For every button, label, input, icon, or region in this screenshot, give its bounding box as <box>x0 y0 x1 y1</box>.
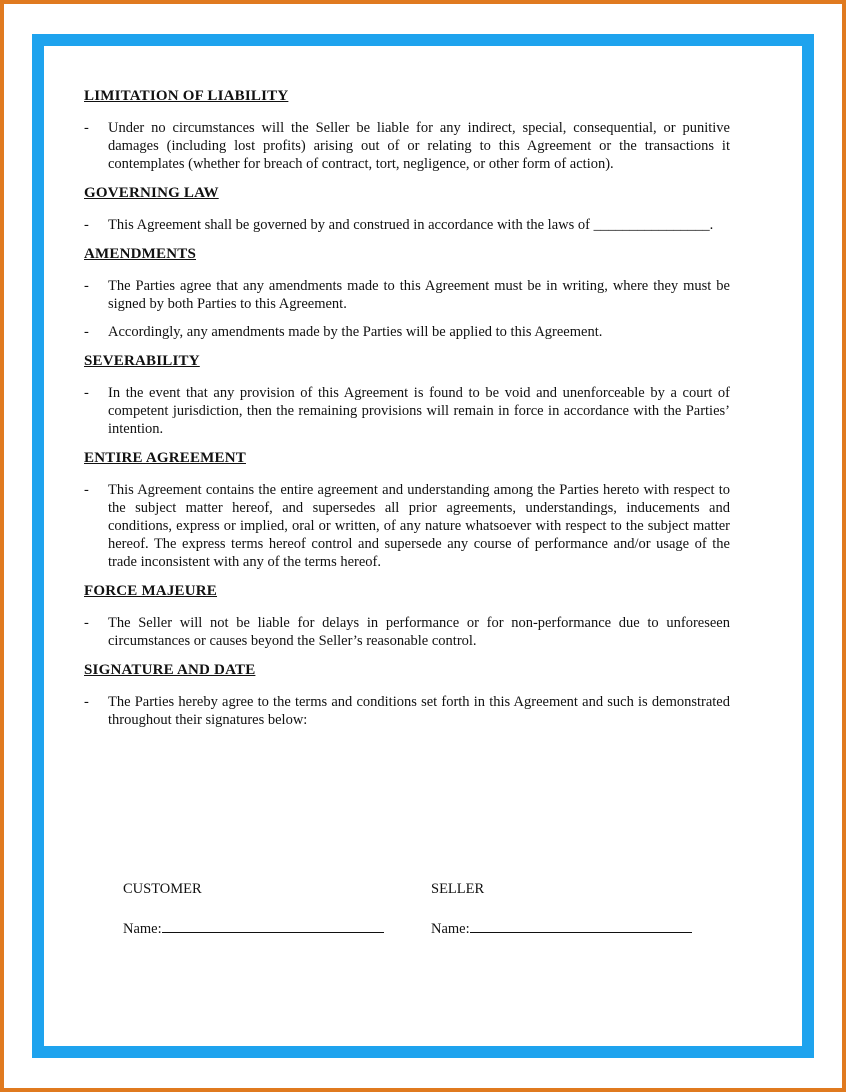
name-label: Name: <box>123 921 162 937</box>
section-governing-law <box>84 185 730 234</box>
list-item-text: Under no circumstances will the Seller be liable for any indirect, special, consequential, or punitive damages (including lost profits) arising out of or relating to this Agreement or the transactions it contemplates (whether for breach of contract, tort, negligence, or other form of action). <box>108 120 730 172</box>
customer-name-line <box>123 918 403 936</box>
seller-name-line <box>431 918 711 936</box>
section-heading: AMENDMENTS <box>84 246 197 262</box>
bullet-dash: - <box>84 278 89 294</box>
list-item-text: This Agreement shall be governed by and construed in accordance with the laws of ________________. <box>108 217 714 233</box>
list-item-text: The Parties hereby agree to the terms and conditions set forth in this Agreement and such is demonstrated throughout their signatures below: <box>108 694 730 728</box>
section-heading: SEVERABILITY <box>84 353 200 369</box>
seller-name-blank[interactable] <box>470 918 692 933</box>
list-item-text: Accordingly, any amendments made by the Parties will be applied to this Agreement. <box>108 324 603 340</box>
section-heading: LIMITATION OF LIABILITY <box>84 88 289 104</box>
list-item <box>84 323 730 341</box>
list-item <box>84 481 730 571</box>
customer-name-blank[interactable] <box>162 918 384 933</box>
seller-label: SELLER <box>431 881 485 897</box>
section-amendments <box>84 246 730 341</box>
list-item <box>84 384 730 438</box>
bullet-dash: - <box>84 482 89 498</box>
signature-block <box>123 880 723 950</box>
list-item-text: This Agreement contains the entire agreement and understanding among the Parties hereto with respect to the subject matter hereof, and supersedes all prior agreements, understandings, inducements and conditions, express or implied, oral or written, of any nature whatsoever with respect to the subject matter hereof. The express terms hereof control and supersede any course of performance and/or usage of the trade inconsistent with any of the terms hereof. <box>108 482 730 570</box>
section-limitation-of-liability <box>84 88 730 173</box>
bullet-dash: - <box>84 217 89 233</box>
section-entire-agreement <box>84 450 730 571</box>
section-heading: ENTIRE AGREEMENT <box>84 450 246 466</box>
bullet-dash: - <box>84 694 89 710</box>
section-heading: FORCE MAJEURE <box>84 583 218 599</box>
list-item-text: In the event that any provision of this Agreement is found to be void and unenforceable by a court of competent jurisdiction, then the remaining provisions will remain in force in accordance with the Parties’ intention. <box>108 385 730 437</box>
name-label: Name: <box>431 921 470 937</box>
list-item <box>84 216 730 234</box>
customer-signature <box>123 880 403 936</box>
section-heading: SIGNATURE AND DATE <box>84 662 256 678</box>
section-heading: GOVERNING LAW <box>84 185 219 201</box>
list-item <box>84 119 730 173</box>
customer-label: CUSTOMER <box>123 881 202 897</box>
section-severability <box>84 353 730 438</box>
seller-signature <box>431 880 711 936</box>
list-item <box>84 277 730 313</box>
list-item <box>84 693 730 729</box>
section-signature-and-date <box>84 662 730 729</box>
list-item-text: The Seller will not be liable for delays in performance or for non-performance due to unforeseen circumstances or causes beyond the Seller’s reasonable control. <box>108 615 730 649</box>
bullet-dash: - <box>84 615 89 631</box>
list-item-text: The Parties agree that any amendments made to this Agreement must be in writing, where they must be signed by both Parties to this Agreement. <box>108 278 730 312</box>
bullet-dash: - <box>84 385 89 401</box>
bullet-dash: - <box>84 324 89 340</box>
section-force-majeure <box>84 583 730 650</box>
list-item <box>84 614 730 650</box>
bullet-dash: - <box>84 120 89 136</box>
document-body <box>84 88 730 741</box>
